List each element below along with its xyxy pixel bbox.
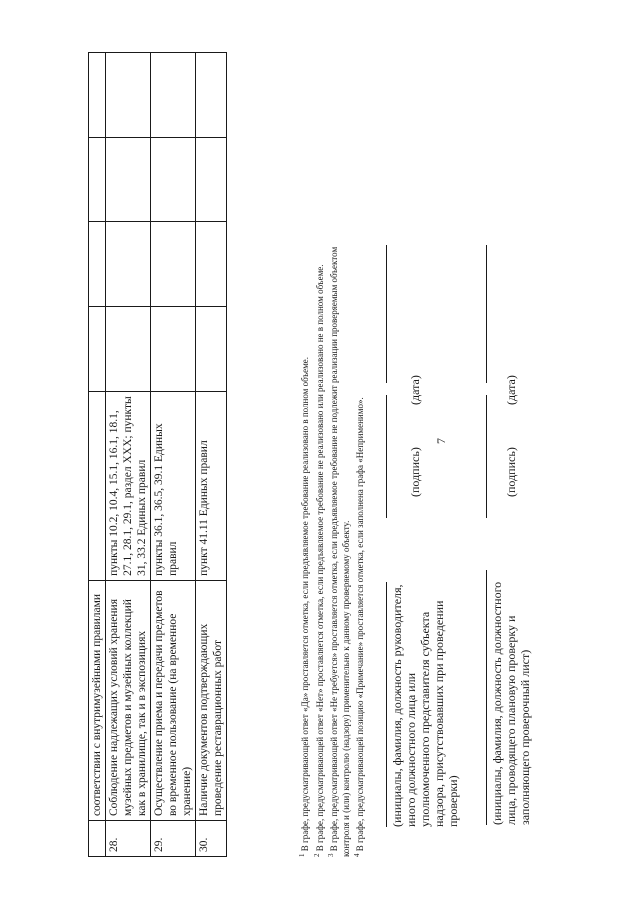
yes-cell bbox=[89, 307, 106, 392]
row-number bbox=[89, 821, 106, 857]
yes-cell bbox=[151, 307, 196, 392]
table-row bbox=[89, 53, 106, 857]
footnote-text: В графе, предусматривающей ответ «Да» проставляется отметка, если предъявляемое требование реализовано в полном объеме. bbox=[300, 356, 310, 852]
yes-cell bbox=[196, 307, 227, 392]
requirement-cell: Соблюдение надлежащих условий хранения музейных предметов и музейных коллекций как в хранилище, так и в экспозициях bbox=[106, 580, 151, 820]
reference-cell: пункт 41.11 Единых правил bbox=[196, 391, 227, 580]
not-required-cell bbox=[196, 137, 227, 222]
signature-line bbox=[486, 570, 487, 825]
row-number: 29. bbox=[151, 821, 196, 857]
footnote-mark: 2 bbox=[312, 853, 321, 857]
table-row bbox=[106, 53, 151, 857]
signature-caption: (подпись) bbox=[408, 447, 422, 497]
footnote-mark: 1 bbox=[298, 853, 306, 857]
no-cell bbox=[106, 222, 151, 307]
signature-line bbox=[486, 395, 487, 518]
note-cell bbox=[151, 53, 196, 138]
not-required-cell bbox=[89, 137, 106, 222]
note-cell bbox=[196, 53, 227, 138]
footnote-text: В графе, предусматривающей позицию «Примечание» проставляется отметка, если заполнена графа «Неприменимо». bbox=[355, 397, 365, 852]
note-cell bbox=[89, 53, 106, 138]
inspector-caption: (инициалы, фамилия, должность должностного лица, проводящего плановую проверку и заполняющего проверочный лист) bbox=[490, 581, 532, 825]
footnote-text: В графе, предусматривающей ответ «Не требуется» проставляется отметка, если предъявляемое требование не подлежит реализации проверяемым объектом bbox=[329, 246, 339, 852]
footnote-2 bbox=[312, 52, 327, 857]
table-row bbox=[151, 53, 196, 857]
not-required-cell bbox=[151, 137, 196, 222]
signature-line bbox=[386, 395, 387, 518]
footnote-mark: 4 bbox=[353, 853, 361, 857]
footnote-4 bbox=[352, 52, 367, 857]
table-row bbox=[196, 53, 227, 857]
reference-cell bbox=[89, 391, 106, 580]
footnote-3-continuation: контроля и (или) контролю (надзору) применительно к данному проверяемому объекту. bbox=[340, 520, 351, 857]
not-required-cell bbox=[106, 137, 151, 222]
footnote-text: В графе, предусматривающей ответ «Нет» проставляется отметка, если предъявляемое требование не реализовано или реализовано не в полном объеме. bbox=[314, 264, 325, 852]
footnote-3 bbox=[326, 52, 341, 857]
no-cell bbox=[89, 222, 106, 307]
date-caption: (дата) bbox=[408, 375, 422, 405]
reference-cell: пункты 36.1, 36.5, 39.1 Единых правил bbox=[151, 391, 196, 580]
requirement-cell: Наличие документов подтверждающих проведение реставрационных работ bbox=[196, 580, 227, 820]
row-number: 30. bbox=[196, 821, 227, 857]
signature-line bbox=[386, 582, 387, 827]
requirement-cell: соответствии с внутримузейными правилами bbox=[89, 580, 106, 820]
note-cell bbox=[106, 53, 151, 138]
footnote-mark: 3 bbox=[327, 853, 335, 857]
reference-cell: пункты 10.2, 10.4, 15.1, 16.1, 18.1, 27.1, 28.1, 29.1, раздел XXX; пункты 31, 33.2 Единых правил bbox=[106, 391, 151, 580]
inspected-party-caption: (инициалы, фамилия, должность руководителя, иного должностного лица или уполномоченного представителя субъекта надзора, присутствовавших при проведении проверки) bbox=[390, 584, 460, 827]
date-caption: (дата) bbox=[504, 375, 518, 405]
footnote-1 bbox=[297, 52, 312, 857]
checklist-table bbox=[88, 52, 227, 857]
row-number: 28. bbox=[106, 821, 151, 857]
requirement-cell: Осуществление приема и передачи предметов во временное пользование (на временное хранение) bbox=[151, 580, 196, 820]
yes-cell bbox=[106, 307, 151, 392]
signature-caption: (подпись) bbox=[504, 447, 518, 497]
no-cell bbox=[196, 222, 227, 307]
date-line bbox=[486, 245, 487, 383]
footnotes bbox=[297, 52, 367, 857]
page-number: 7 bbox=[434, 438, 448, 444]
date-line bbox=[386, 245, 387, 383]
no-cell bbox=[151, 222, 196, 307]
